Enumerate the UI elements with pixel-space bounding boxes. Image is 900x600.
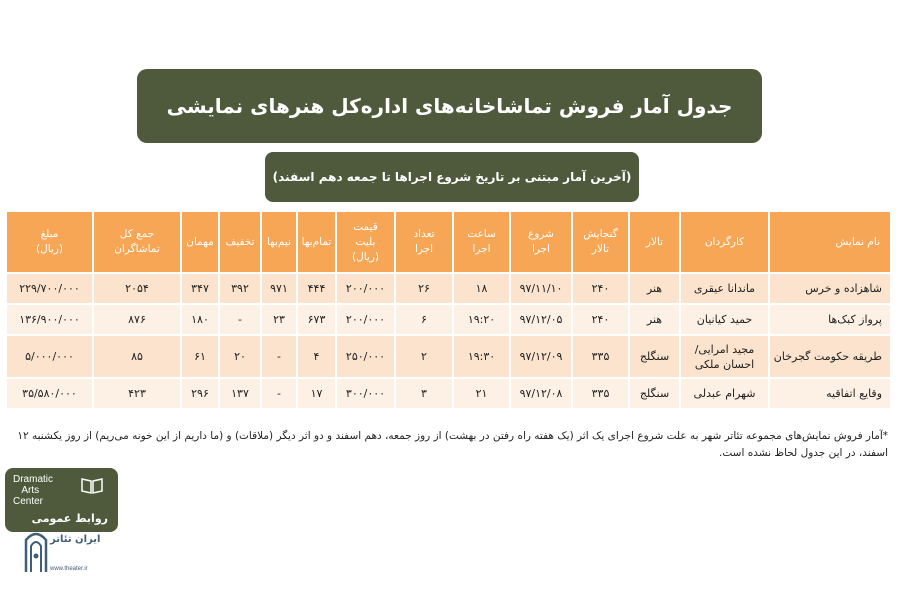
cell-capacity: ۳۳۵	[572, 378, 629, 409]
header-cell: کارگردان	[680, 211, 769, 273]
cell-name: شاهزاده و خرس	[769, 273, 891, 304]
cell-hall: سنگلج	[629, 378, 680, 409]
cell-total: ۸۵	[93, 335, 181, 378]
table-row	[6, 273, 891, 304]
director-line: مجید امرایی/	[694, 342, 755, 356]
irantheater-emblem-icon	[22, 522, 50, 578]
header-cell: نام نمایش	[769, 211, 891, 273]
cell-hall: سنگلج	[629, 335, 680, 378]
cell-discount: ۲۰	[219, 335, 261, 378]
cell-price: ۲۵۰/۰۰۰	[336, 335, 395, 378]
cell-half: -	[261, 378, 297, 409]
cell-price: ۳۰۰/۰۰۰	[336, 378, 395, 409]
table-row	[6, 335, 891, 378]
cell-total: ۸۷۶	[93, 304, 181, 335]
cell-start: ۹۷/۱۱/۱۰	[510, 273, 572, 304]
cell-guest: ۳۴۷	[181, 273, 219, 304]
irantheater-logo	[22, 522, 122, 582]
irantheater-text: ایران تئاتر	[50, 534, 101, 545]
cell-capacity: ۲۴۰	[572, 304, 629, 335]
cell-hall: هنر	[629, 304, 680, 335]
table-row	[6, 378, 891, 409]
book-icon	[81, 476, 103, 494]
cell-capacity: ۳۳۵	[572, 335, 629, 378]
cell-amount: ۳۵/۵۸۰/۰۰۰	[6, 378, 93, 409]
cell-guest: ۲۹۶	[181, 378, 219, 409]
cell-name: پرواز کبک‌ها	[769, 304, 891, 335]
subtitle-text: (آخرین آمار مبتنی بر تاریخ شروع اجراها تا جمعه دهم اسفند)	[272, 170, 632, 184]
cell-director	[680, 335, 769, 378]
cell-half: -	[261, 335, 297, 378]
cell-performances: ۶	[395, 304, 453, 335]
cell-director: ماندانا عیقری	[680, 273, 769, 304]
cell-price: ۲۰۰/۰۰۰	[336, 304, 395, 335]
cell-time: ۲۱	[453, 378, 510, 409]
cell-start: ۹۷/۱۲/۰۸	[510, 378, 572, 409]
page-subtitle	[265, 152, 639, 202]
cell-full: ۶۷۳	[297, 304, 336, 335]
cell-full: ۴	[297, 335, 336, 378]
header-cell: گنجایش تالار	[572, 211, 629, 273]
footnote: *آمار فروش نمایش‌های مجموعه تئاتر شهر به علت شروع اجرای یک اثر (یک هفته راه رفتن در بهشت) از روز جمعه، دهم اسفند و دو اثر دیگر (ملاقات) و (ما داریم از این خونه می‌ریم) از روز یکشنبه ۱۲ اسفند، در این جدول لحاظ نشده است.	[17, 430, 888, 459]
cell-name: طریقه حکومت گجرخان	[769, 335, 891, 378]
cell-total: ۴۲۳	[93, 378, 181, 409]
cell-half: ۲۳	[261, 304, 297, 335]
logo-persian-text: روابط عمومی	[31, 512, 108, 525]
cell-guest: ۱۸۰	[181, 304, 219, 335]
header-cell: شروع اجرا	[510, 211, 572, 273]
cell-full: ۱۷	[297, 378, 336, 409]
cell-time: ۱۹:۲۰	[453, 304, 510, 335]
cell-performances: ۲	[395, 335, 453, 378]
cell-discount: ۳۹۲	[219, 273, 261, 304]
header-cell: تعداد اجرا	[395, 211, 453, 273]
logo-english-text: Dramatic Arts Center	[13, 474, 54, 507]
cell-price: ۲۰۰/۰۰۰	[336, 273, 395, 304]
cell-amount: ۲۲۹/۷۰۰/۰۰۰	[6, 273, 93, 304]
header-cell: تالار	[629, 211, 680, 273]
page-title	[137, 69, 762, 143]
cell-time: ۱۸	[453, 273, 510, 304]
cell-director: حمید کیانیان	[680, 304, 769, 335]
header-cell: مبلغ (ریال)	[6, 211, 93, 273]
title-text: جدول آمار فروش تماشاخانه‌های اداره‌کل هنرهای نمایشی	[166, 94, 733, 118]
header-cell: مهمان	[181, 211, 219, 273]
cell-discount: ۱۳۷	[219, 378, 261, 409]
header-cell: جمع کل تماشاگران	[93, 211, 181, 273]
header-cell: تمام‌بها	[297, 211, 336, 273]
cell-performances: ۳	[395, 378, 453, 409]
cell-name: وقایع اتفاقیه	[769, 378, 891, 409]
sales-table	[5, 210, 892, 410]
cell-amount: ۵/۰۰۰/۰۰۰	[6, 335, 93, 378]
table-header-row	[6, 211, 891, 273]
cell-total: ۲۰۵۴	[93, 273, 181, 304]
cell-guest: ۶۱	[181, 335, 219, 378]
cell-start: ۹۷/۱۲/۰۵	[510, 304, 572, 335]
header-cell: نیم‌بها	[261, 211, 297, 273]
cell-performances: ۲۶	[395, 273, 453, 304]
cell-discount: -	[219, 304, 261, 335]
header-cell: قیمت بلیت (ریال)	[336, 211, 395, 273]
cell-half: ۹۷۱	[261, 273, 297, 304]
director-line: احسان ملکی	[694, 357, 755, 371]
cell-capacity: ۲۴۰	[572, 273, 629, 304]
cell-hall: هنر	[629, 273, 680, 304]
cell-amount: ۱۳۶/۹۰۰/۰۰۰	[6, 304, 93, 335]
irantheater-url: www.theater.ir	[50, 566, 88, 572]
header-cell: تخفیف	[219, 211, 261, 273]
table-row	[6, 304, 891, 335]
cell-time: ۱۹:۳۰	[453, 335, 510, 378]
header-cell: ساعت اجرا	[453, 211, 510, 273]
cell-director: شهرام عبدلی	[680, 378, 769, 409]
cell-full: ۴۴۴	[297, 273, 336, 304]
cell-start: ۹۷/۱۲/۰۹	[510, 335, 572, 378]
